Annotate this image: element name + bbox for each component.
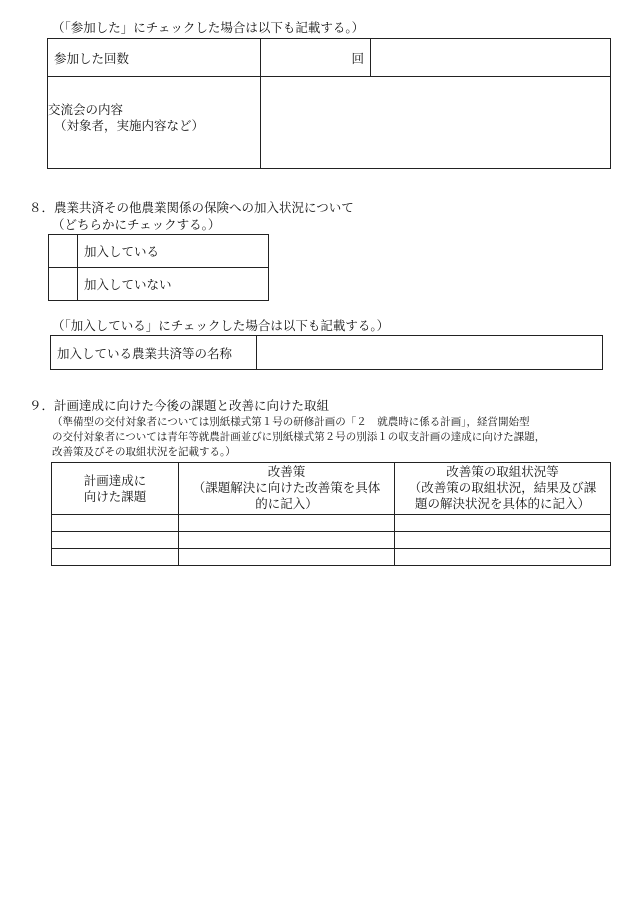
insurance-no-checkbox[interactable] <box>49 268 78 301</box>
col-status-l3: 題の解決状況を具体的に記入） <box>414 496 590 511</box>
col-issues-header <box>52 463 179 515</box>
col-measures-header <box>179 463 395 515</box>
table-cell[interactable] <box>179 549 395 566</box>
section8-heading: ８．農業共済その他農業関係の保険への加入状況について <box>29 200 354 215</box>
exchange-table <box>47 38 611 169</box>
exchange-content-input[interactable] <box>261 77 611 169</box>
table-cell[interactable] <box>52 515 179 532</box>
col-status-l2: （改善策の取組状況，結果及び課 <box>408 480 597 495</box>
participation-count-unit: 回 <box>261 39 371 77</box>
col-measures-l2: （課題解決に向けた改善策を具体 <box>192 480 381 495</box>
table-cell[interactable] <box>395 549 611 566</box>
table-cell[interactable] <box>395 515 611 532</box>
insurance-name-table <box>50 335 603 370</box>
exchange-content-label-cell <box>48 77 261 169</box>
col-status-l1: 改善策の取組状況等 <box>446 464 559 479</box>
exchange-note: （「参加した」にチェックした場合は以下も記載する。） <box>52 20 365 35</box>
table-row <box>52 532 611 549</box>
participation-count-extra[interactable] <box>371 39 611 77</box>
insurance-no-label: 加入していない <box>78 268 269 301</box>
section9-desc-1: （準備型の交付対象者については別紙様式第１号の研修計画の「２ 就農時に係る計画」，経営開始型 <box>52 416 530 428</box>
col-issues-l2: 向けた課題 <box>83 488 147 504</box>
table-cell[interactable] <box>179 515 395 532</box>
table-cell[interactable] <box>52 532 179 549</box>
table-row <box>52 515 611 532</box>
table-row <box>52 549 611 566</box>
col-measures-l1: 改善策 <box>267 464 306 479</box>
section8-note: （「加入している」にチェックした場合は以下も記載する。） <box>52 318 390 333</box>
section8-sub: （どちらかにチェックする。） <box>52 217 221 232</box>
table-cell[interactable] <box>395 532 611 549</box>
section9-desc-3: 改善策及びその取組状況を記載する。） <box>52 446 236 458</box>
improvement-table <box>51 462 611 566</box>
insurance-yes-label: 加入している <box>78 235 269 268</box>
section9-desc-2: の交付対象者については青年等就農計画並びに別紙様式第２号の別添１の収支計画の達成に向けた課題， <box>52 431 546 443</box>
section9-heading: ９．計画達成に向けた今後の課題と改善に向けた取組 <box>29 398 330 413</box>
participation-count-label: 参加した回数 <box>48 39 261 77</box>
col-status-header <box>395 463 611 515</box>
table-cell[interactable] <box>52 549 179 566</box>
insurance-yes-checkbox[interactable] <box>49 235 78 268</box>
table-cell[interactable] <box>179 532 395 549</box>
col-issues-l1: 計画達成に <box>83 472 147 488</box>
exchange-content-sublabel: （対象者，実施内容など） <box>54 117 205 133</box>
insurance-name-input[interactable] <box>257 336 603 370</box>
insurance-name-label: 加入している農業共済等の名称 <box>51 336 257 370</box>
exchange-content-label: 交流会の内容 <box>48 101 124 117</box>
insurance-options-table <box>48 234 269 301</box>
col-measures-l3: 的に記入） <box>255 496 318 511</box>
